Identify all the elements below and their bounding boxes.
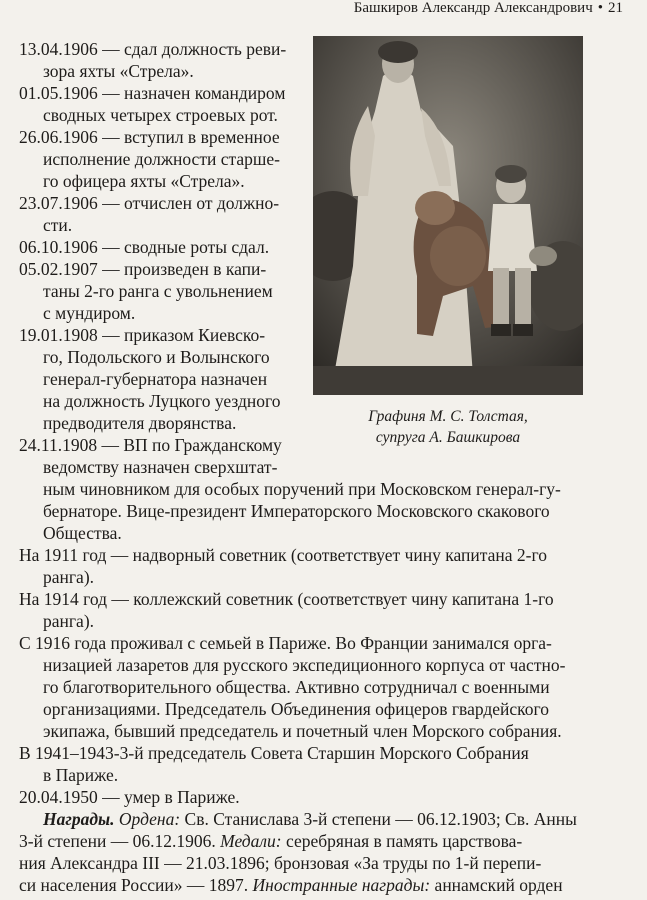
awards-text: серебряная в память царствова- bbox=[285, 831, 523, 851]
medals-label: Медали: bbox=[220, 831, 282, 851]
awards-line bbox=[19, 830, 522, 852]
text-line: 05.02.1907 — произведен в капи- bbox=[19, 259, 267, 279]
text-line: сводных четырех строевых рот. bbox=[43, 105, 278, 125]
text-line: генерал-губернатора назначен bbox=[43, 369, 268, 389]
text-line: таны 2-го ранга с увольнением bbox=[43, 281, 273, 301]
text-line: го офицера яхты «Стрела». bbox=[43, 171, 245, 191]
text-line: На 1914 год — коллежский советник (соответствует чину капитана 1-го bbox=[19, 589, 554, 609]
text-line: 23.07.1906 — отчислен от должно- bbox=[19, 193, 280, 213]
photo-caption bbox=[313, 406, 583, 448]
text-line: с мундиром. bbox=[43, 303, 136, 323]
awards-text: Св. Станислава 3-й степени — 06.12.1903; Св. Анны bbox=[184, 809, 577, 829]
text-line: 01.05.1906 — назначен командиром bbox=[19, 83, 286, 103]
text-line: 24.11.1908 — ВП по Гражданскому bbox=[19, 435, 282, 455]
foreign-awards-label: Иностранные награды: bbox=[252, 875, 431, 895]
text-line: предводителя дворянства. bbox=[43, 413, 237, 433]
text-line: 26.06.1906 — вступил в временное bbox=[19, 127, 280, 147]
text-line: на должность Луцкого уездного bbox=[43, 391, 281, 411]
text-line: го благотворительного общества. Активно сотрудничал с военными bbox=[43, 677, 550, 697]
text-line: ранга). bbox=[43, 567, 95, 587]
awards-text: си населения России» — 1897. bbox=[19, 875, 249, 895]
awards-text: аннамский орден bbox=[434, 875, 563, 895]
awards-line bbox=[19, 874, 563, 896]
page-number: 21 bbox=[608, 0, 623, 16]
text-line: в Париже. bbox=[43, 765, 119, 785]
text-line: 06.10.1906 — сводные роты сдал. bbox=[19, 237, 270, 257]
text-line: низацией лазаретов для русского экспедиционного корпуса от частно- bbox=[43, 655, 566, 675]
text-line: бернаторе. Вице-президент Императорского Московского скакового bbox=[43, 501, 550, 521]
text-line: С 1916 года проживал с семьей в Париже. Во Франции занимался орга- bbox=[19, 633, 552, 653]
portrait-photo bbox=[313, 36, 583, 395]
photo-illustration bbox=[313, 36, 583, 395]
caption-line: Графиня М. С. Толстая, bbox=[368, 408, 528, 425]
text-line: исполнение должности старше- bbox=[43, 149, 280, 169]
text-line: На 1911 год — надворный советник (соответствует чину капитана 2-го bbox=[19, 545, 547, 565]
text-line: ранга). bbox=[43, 611, 95, 631]
text-line: В 1941–1943-3-й председатель Совета Старшин Морского Собрания bbox=[19, 743, 529, 763]
text-line: ным чиновником для особых поручений при Московском генерал-гу- bbox=[43, 479, 561, 499]
header-bullet: • bbox=[597, 0, 603, 16]
running-head bbox=[354, 0, 623, 17]
caption-line: супруга А. Башкирова bbox=[375, 429, 521, 446]
text-line: организациями. Председатель Объединения офицеров гвардейского bbox=[43, 699, 550, 719]
text-line: 19.01.1908 — приказом Киевско- bbox=[19, 325, 266, 345]
orders-label: Ордена: bbox=[118, 809, 181, 829]
awards-text: 3-й степени — 06.12.1906. bbox=[19, 831, 216, 851]
text-line: ведомству назначен сверхштат- bbox=[43, 457, 278, 477]
text-line: го, Подольского и Волынского bbox=[43, 347, 270, 367]
text-line: зора яхты «Стрела». bbox=[43, 61, 194, 81]
awards-line bbox=[43, 808, 577, 830]
awards-line: ния Александра III — 21.03.1896; бронзовая «За труды по 1-й перепи- bbox=[19, 853, 542, 873]
text-line: экипажа, бывший председатель и почетный член Морского собрания. bbox=[43, 721, 562, 741]
text-line: Общества. bbox=[43, 523, 122, 543]
running-title: Башкиров Александр Александрович bbox=[353, 0, 593, 16]
text-line: 13.04.1906 — сдал должность реви- bbox=[19, 39, 287, 59]
text-line: 20.04.1950 — умер в Париже. bbox=[19, 787, 240, 807]
text-line: сти. bbox=[43, 215, 73, 235]
awards-heading: Награды. bbox=[43, 809, 115, 829]
